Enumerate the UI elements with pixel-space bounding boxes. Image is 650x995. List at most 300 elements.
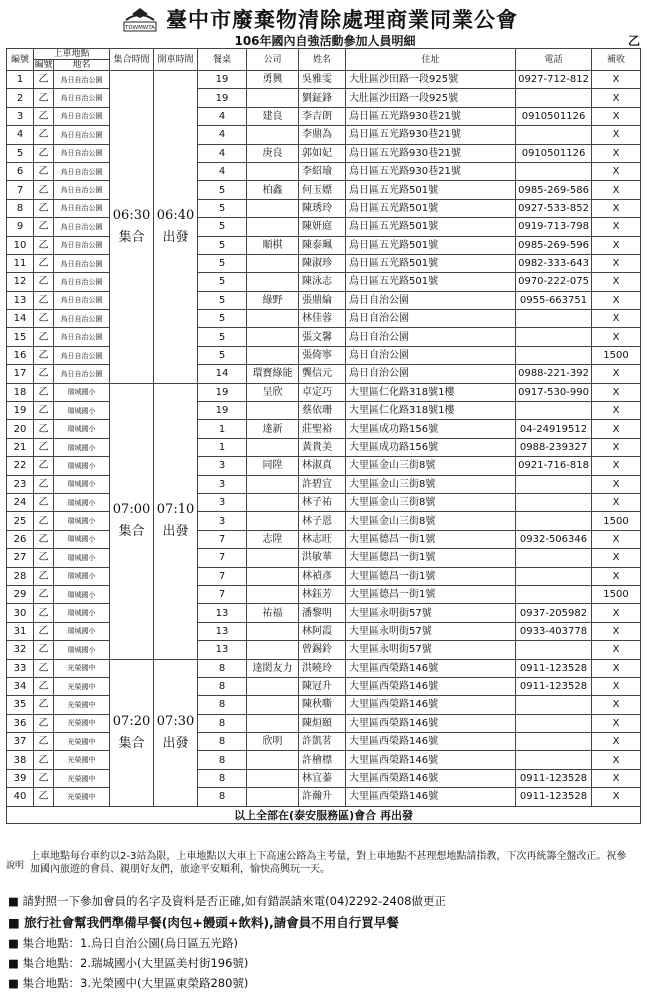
row-phone: 0985-269-596 (516, 236, 592, 254)
row-bus: 乙 (34, 788, 54, 806)
row-no: 22 (7, 457, 34, 475)
row-address: 大里區西榮路146號 (346, 751, 516, 769)
row-address: 烏日區五光路930巷21號 (346, 126, 516, 144)
row-bus: 乙 (34, 107, 54, 125)
table-row (7, 181, 641, 199)
row-phone: 0988-239327 (516, 438, 592, 456)
row-no: 40 (7, 788, 34, 806)
row-name: 洪曉玲 (299, 659, 346, 677)
row-remark: X (592, 788, 641, 806)
row-no: 15 (7, 328, 34, 346)
row-address: 大里區德昌一街1號 (346, 585, 516, 603)
row-table: 7 (198, 585, 247, 603)
row-address: 烏日區五光路930巷21號 (346, 107, 516, 125)
row-bus: 乙 (34, 199, 54, 217)
table-row (7, 144, 641, 162)
row-company (247, 126, 299, 144)
row-phone: 0911-123528 (516, 769, 592, 787)
row-address: 大里區永明街57號 (346, 604, 516, 622)
row-name: 何玉嫖 (299, 181, 346, 199)
table-row (7, 659, 641, 677)
row-company (247, 310, 299, 328)
row-place: 光榮國中 (54, 769, 110, 787)
row-name: 許檜標 (299, 751, 346, 769)
row-table: 19 (198, 383, 247, 401)
row-company (247, 751, 299, 769)
row-remark: X (592, 218, 641, 236)
depart-time-cell (154, 383, 198, 659)
row-address: 烏日區五光路501號 (346, 218, 516, 236)
row-name: 陳琇玲 (299, 199, 346, 217)
row-name: 林志旺 (299, 530, 346, 548)
depart-time-cell (154, 659, 198, 806)
row-bus: 乙 (34, 751, 54, 769)
row-address: 烏日自治公園 (346, 310, 516, 328)
row-address: 大里區金山三街8號 (346, 457, 516, 475)
gather-label: 集合 (118, 524, 145, 540)
row-no: 18 (7, 383, 34, 401)
row-address: 大里區金山三街8號 (346, 493, 516, 511)
row-name: 陳妍庭 (299, 218, 346, 236)
row-place: 烏日自治公園 (54, 310, 110, 328)
row-remark: X (592, 71, 641, 89)
row-phone (516, 310, 592, 328)
row-remark: 1500 (592, 585, 641, 603)
footer-note: 以上全部在(泰安服務區)會合 再出發 (7, 806, 641, 823)
gather-label: 集合 (118, 735, 145, 751)
row-company (247, 769, 299, 787)
row-place: 光榮國中 (54, 659, 110, 677)
row-place: 烏日自治公園 (54, 254, 110, 272)
bullet-meeting-point-3: ■ 集合地點：3.光榮國中(大里區東榮路280號) (8, 976, 249, 990)
row-name: 陳淑珍 (299, 254, 346, 272)
svg-text:TDWMWTA: TDWMWTA (125, 25, 155, 31)
depart-label: 出發 (162, 524, 189, 540)
col-company: 公司 (247, 49, 299, 71)
notes-label: 說明 (6, 861, 25, 871)
table-row (7, 622, 641, 640)
row-phone: 0937-205982 (516, 604, 592, 622)
table-row (7, 733, 641, 751)
row-remark: X (592, 622, 641, 640)
row-place: 瑞城國小 (54, 420, 110, 438)
row-bus: 乙 (34, 273, 54, 291)
row-table: 8 (198, 714, 247, 732)
row-name: 張倚寧 (299, 346, 346, 364)
row-name: 陳烜頤 (299, 714, 346, 732)
row-phone (516, 641, 592, 659)
row-address: 大里區金山三街8號 (346, 475, 516, 493)
row-address: 烏日區五光路930巷21號 (346, 144, 516, 162)
row-table: 5 (198, 236, 247, 254)
row-bus: 乙 (34, 622, 54, 640)
table-row (7, 346, 641, 364)
row-bus: 乙 (34, 420, 54, 438)
row-bus: 乙 (34, 218, 54, 236)
row-company (247, 512, 299, 530)
bullet-meeting-point-2: ■ 集合地點：2.瑞城國小(大里區美村街196號) (8, 956, 249, 970)
row-no: 31 (7, 622, 34, 640)
row-name: 林禎彥 (299, 567, 346, 585)
row-company: 呈欣 (247, 383, 299, 401)
row-table: 7 (198, 530, 247, 548)
col-depart-time: 開車時間 (154, 49, 198, 71)
row-remark: X (592, 475, 641, 493)
row-phone: 0927-712-812 (516, 71, 592, 89)
row-no: 3 (7, 107, 34, 125)
row-phone: 0985-269-586 (516, 181, 592, 199)
row-table: 7 (198, 549, 247, 567)
row-bus: 乙 (34, 475, 54, 493)
row-phone: 0911-123528 (516, 659, 592, 677)
row-name: 陳泰珮 (299, 236, 346, 254)
row-phone (516, 89, 592, 107)
row-remark: X (592, 291, 641, 309)
row-place: 瑞城國小 (54, 622, 110, 640)
row-place: 光榮國中 (54, 788, 110, 806)
table-row (7, 677, 641, 695)
table-row (7, 567, 641, 585)
row-table: 3 (198, 457, 247, 475)
row-name: 卓定巧 (299, 383, 346, 401)
row-bus: 乙 (34, 365, 54, 383)
row-bus: 乙 (34, 512, 54, 530)
row-address: 大里區永明街57號 (346, 641, 516, 659)
row-name: 林阿霞 (299, 622, 346, 640)
table-row (7, 751, 641, 769)
row-remark: X (592, 236, 641, 254)
col-name: 姓名 (299, 49, 346, 71)
row-name: 張鼎綸 (299, 291, 346, 309)
row-place: 光榮國中 (54, 696, 110, 714)
row-remark: X (592, 604, 641, 622)
row-table: 8 (198, 788, 247, 806)
row-remark: X (592, 457, 641, 475)
gather-time: 07:20 (112, 713, 151, 729)
row-phone: 0970-222-075 (516, 273, 592, 291)
row-phone: 0917-530-990 (516, 383, 592, 401)
row-no: 16 (7, 346, 34, 364)
col-remark: 補收 (592, 49, 641, 71)
row-address: 大里區西榮路146號 (346, 677, 516, 695)
table-row (7, 383, 641, 401)
row-place: 烏日自治公園 (54, 181, 110, 199)
row-bus: 乙 (34, 236, 54, 254)
row-place: 烏日自治公園 (54, 107, 110, 125)
row-remark: X (592, 254, 641, 272)
row-phone (516, 162, 592, 180)
row-place: 光榮國中 (54, 751, 110, 769)
row-remark: X (592, 733, 641, 751)
table-row (7, 162, 641, 180)
row-bus: 乙 (34, 71, 54, 89)
depart-time: 07:10 (156, 502, 195, 518)
row-place: 烏日自治公園 (54, 199, 110, 217)
row-phone: 0910501126 (516, 144, 592, 162)
row-no: 25 (7, 512, 34, 530)
row-no: 38 (7, 751, 34, 769)
row-remark: X (592, 641, 641, 659)
row-table: 8 (198, 769, 247, 787)
table-row (7, 714, 641, 732)
gather-time-cell (110, 659, 154, 806)
row-company (247, 493, 299, 511)
row-table: 5 (198, 291, 247, 309)
row-phone (516, 475, 592, 493)
table-body (7, 71, 641, 807)
row-name: 吳雅雯 (299, 71, 346, 89)
row-company: 庚良 (247, 144, 299, 162)
row-remark: X (592, 696, 641, 714)
row-phone: 0932-506346 (516, 530, 592, 548)
row-table: 19 (198, 402, 247, 420)
table-row (7, 457, 641, 475)
row-place: 烏日自治公園 (54, 218, 110, 236)
col-no: 編號 (7, 49, 34, 71)
row-place: 光榮國中 (54, 714, 110, 732)
row-company (247, 714, 299, 732)
row-bus: 乙 (34, 402, 54, 420)
row-name: 潘黎明 (299, 604, 346, 622)
row-address: 大里區西榮路146號 (346, 788, 516, 806)
row-bus: 乙 (34, 181, 54, 199)
col-pickup: 上車地點 (34, 49, 110, 60)
row-table: 3 (198, 475, 247, 493)
row-phone (516, 585, 592, 603)
row-phone (516, 493, 592, 511)
row-phone (516, 714, 592, 732)
row-company (247, 346, 299, 364)
row-remark: X (592, 365, 641, 383)
row-address: 大里區德昌一街1號 (346, 567, 516, 585)
table-row (7, 549, 641, 567)
row-table: 5 (198, 254, 247, 272)
row-table: 13 (198, 604, 247, 622)
row-address: 大里區西榮路146號 (346, 733, 516, 751)
col-table: 餐桌 (198, 49, 247, 71)
row-company (247, 328, 299, 346)
row-no: 20 (7, 420, 34, 438)
row-address: 烏日區五光路501號 (346, 273, 516, 291)
row-table: 5 (198, 218, 247, 236)
row-table: 4 (198, 162, 247, 180)
row-no: 8 (7, 199, 34, 217)
row-address: 烏日區五光路501號 (346, 236, 516, 254)
row-table: 4 (198, 144, 247, 162)
row-no: 24 (7, 493, 34, 511)
row-no: 39 (7, 769, 34, 787)
row-bus: 乙 (34, 567, 54, 585)
row-bus: 乙 (34, 162, 54, 180)
row-address: 大里區西榮路146號 (346, 714, 516, 732)
gather-time-cell (110, 71, 154, 384)
table-row (7, 420, 641, 438)
row-place: 烏日自治公園 (54, 71, 110, 89)
row-place: 瑞城國小 (54, 549, 110, 567)
table-row (7, 585, 641, 603)
row-address: 烏日自治公園 (346, 291, 516, 309)
row-remark: X (592, 420, 641, 438)
table-footer-row (7, 806, 641, 823)
row-table: 8 (198, 696, 247, 714)
document-title: 臺中市廢棄物清除處理商業同業公會 (166, 7, 518, 32)
row-remark: X (592, 310, 641, 328)
row-name: 陳秋嘶 (299, 696, 346, 714)
row-address: 大里區仁化路318號1樓 (346, 402, 516, 420)
row-company (247, 549, 299, 567)
row-company: 建良 (247, 107, 299, 125)
row-no: 30 (7, 604, 34, 622)
row-remark: X (592, 328, 641, 346)
row-remark: 1500 (592, 512, 641, 530)
table-row (7, 273, 641, 291)
row-no: 21 (7, 438, 34, 456)
row-bus: 乙 (34, 696, 54, 714)
row-address: 大里區西榮路146號 (346, 769, 516, 787)
col-address: 住址 (346, 49, 516, 71)
row-phone: 0910501126 (516, 107, 592, 125)
row-no: 35 (7, 696, 34, 714)
row-address: 烏日區五光路501號 (346, 254, 516, 272)
row-name: 許凱茗 (299, 733, 346, 751)
row-place: 瑞城國小 (54, 493, 110, 511)
row-bus: 乙 (34, 659, 54, 677)
row-place: 烏日自治公園 (54, 89, 110, 107)
row-bus: 乙 (34, 733, 54, 751)
row-phone (516, 126, 592, 144)
row-address: 大肚區沙田路一段925號 (346, 89, 516, 107)
row-company (247, 788, 299, 806)
row-company: 志陞 (247, 530, 299, 548)
row-company: 欣明 (247, 733, 299, 751)
row-name: 許碧宜 (299, 475, 346, 493)
gather-time: 06:30 (112, 207, 151, 223)
row-address: 烏日自治公園 (346, 365, 516, 383)
table-row (7, 107, 641, 125)
row-company (247, 218, 299, 236)
row-place: 瑞城國小 (54, 585, 110, 603)
row-no: 19 (7, 402, 34, 420)
participants-table (6, 48, 641, 824)
row-company (247, 641, 299, 659)
row-no: 34 (7, 677, 34, 695)
row-company: 綠野 (247, 291, 299, 309)
row-bus: 乙 (34, 291, 54, 309)
row-name: 黃貴美 (299, 438, 346, 456)
row-table: 3 (198, 493, 247, 511)
row-place: 瑞城國小 (54, 530, 110, 548)
row-remark: 1500 (592, 346, 641, 364)
row-phone (516, 733, 592, 751)
row-address: 大里區德昌一街1號 (346, 549, 516, 567)
notes-text: 上車地點每台車約以2-3站為限，上車地點以大車上下高速公路為主考量，對上車地點不甚理想地點請指教，下次再統籌全盤改正。祝參加國內旅遊的會員、親朋好友們，旅途平安順利，愉快高興玩一天。 (30, 851, 627, 875)
table-row (7, 475, 641, 493)
row-table: 8 (198, 751, 247, 769)
row-place: 烏日自治公園 (54, 162, 110, 180)
table-row (7, 328, 641, 346)
row-remark: X (592, 107, 641, 125)
row-place: 烏日自治公園 (54, 236, 110, 254)
row-address: 大里區西榮路146號 (346, 696, 516, 714)
document-header (0, 0, 650, 48)
row-place: 瑞城國小 (54, 512, 110, 530)
row-name: 林子恩 (299, 512, 346, 530)
row-name: 林鈺芳 (299, 585, 346, 603)
row-remark: X (592, 144, 641, 162)
row-table: 4 (198, 126, 247, 144)
row-address: 大里區德昌一街1號 (346, 530, 516, 548)
row-no: 7 (7, 181, 34, 199)
bullet-breakfast: ■ 旅行社會幫我們準備早餐(肉包+饅頭+飲料),請會員不用自行買早餐 (8, 915, 399, 930)
table-row (7, 604, 641, 622)
row-name: 林子祐 (299, 493, 346, 511)
bullet-correction: ■ 請對照一下參加會員的名字及資料是否正確,如有錯誤請來電(04)2292-2408做更正 (8, 894, 446, 908)
row-name: 林淑真 (299, 457, 346, 475)
row-remark: X (592, 769, 641, 787)
row-no: 13 (7, 291, 34, 309)
row-place: 烏日自治公園 (54, 144, 110, 162)
row-company (247, 273, 299, 291)
row-name: 李吉朗 (299, 107, 346, 125)
row-company: 同陞 (247, 457, 299, 475)
row-no: 32 (7, 641, 34, 659)
row-bus: 乙 (34, 585, 54, 603)
row-no: 4 (7, 126, 34, 144)
row-no: 26 (7, 530, 34, 548)
row-place: 瑞城國小 (54, 604, 110, 622)
depart-time: 06:40 (156, 207, 195, 223)
row-no: 37 (7, 733, 34, 751)
row-table: 5 (198, 346, 247, 364)
row-phone: 0911-123528 (516, 677, 592, 695)
gather-time: 07:00 (112, 502, 151, 518)
row-phone: 0933-403778 (516, 622, 592, 640)
table-row (7, 365, 641, 383)
row-remark: X (592, 383, 641, 401)
row-phone: 0919-713-798 (516, 218, 592, 236)
row-place: 烏日自治公園 (54, 291, 110, 309)
row-company: 達新 (247, 420, 299, 438)
row-remark: X (592, 126, 641, 144)
row-table: 5 (198, 199, 247, 217)
row-remark: X (592, 438, 641, 456)
row-company (247, 622, 299, 640)
row-company: 環寶綠能 (247, 365, 299, 383)
row-table: 1 (198, 420, 247, 438)
row-company (247, 199, 299, 217)
row-phone (516, 751, 592, 769)
row-bus: 乙 (34, 126, 54, 144)
row-name: 蔡依珊 (299, 402, 346, 420)
row-remark: X (592, 714, 641, 732)
table-row (7, 89, 641, 107)
row-company (247, 475, 299, 493)
row-place: 瑞城國小 (54, 383, 110, 401)
row-bus: 乙 (34, 144, 54, 162)
col-bus: 編號 (34, 60, 53, 70)
row-table: 8 (198, 677, 247, 695)
row-no: 23 (7, 475, 34, 493)
row-phone: 0927-533-852 (516, 199, 592, 217)
row-bus: 乙 (34, 346, 54, 364)
row-table: 8 (198, 659, 247, 677)
row-place: 瑞城國小 (54, 475, 110, 493)
row-no: 6 (7, 162, 34, 180)
row-remark: X (592, 181, 641, 199)
row-name: 洪敏華 (299, 549, 346, 567)
row-remark: X (592, 402, 641, 420)
row-no: 28 (7, 567, 34, 585)
